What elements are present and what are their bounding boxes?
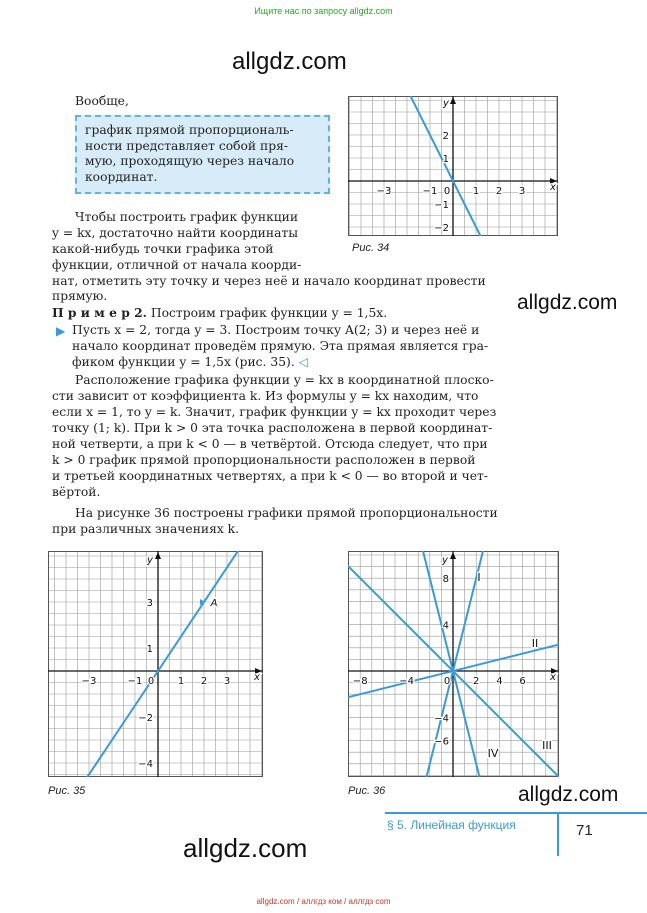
y-tick-label: 4 <box>442 620 449 632</box>
top-search-note: Ищите нас по запросу allgdz.com <box>254 6 393 16</box>
watermark-lower-right: allgdz.com <box>518 783 619 806</box>
page-number: 71 <box>576 822 593 839</box>
rule-line: мую, проходящую через начало <box>85 154 295 168</box>
example-title: П р и м е р 2. <box>52 305 147 320</box>
rule-line: график прямой пропорциональ- <box>85 123 294 137</box>
footer-section: § 5. Линейная функция <box>387 818 516 832</box>
watermark-top: allgdz.com <box>232 48 347 75</box>
solution-start-icon: ▶ <box>56 324 66 338</box>
para2-line: и третьей координатных четвертях, а при k < 0 — во второй и чет- <box>52 469 488 483</box>
x-tick-label: 1 <box>472 186 480 197</box>
line-label-II: II <box>531 637 539 650</box>
intro-text: Вообще, <box>75 94 129 108</box>
y-axis-label: y <box>442 555 448 566</box>
x-tick-label: 0 <box>443 676 451 687</box>
y-tick-label: 1 <box>146 644 153 655</box>
x-tick-label: 4 <box>496 676 503 687</box>
x-axis-label: x <box>254 672 260 683</box>
x-tick-label: −8 <box>352 676 368 687</box>
para2-line: если x = 1, то y = k. Значит, график функции y = kx проходит через <box>52 405 497 419</box>
y-axis-label: y <box>443 98 449 109</box>
x-tick-label: −1 <box>127 676 143 687</box>
example-text: Построим график функции y = 1,5x. <box>150 306 388 320</box>
y-tick-label: 8 <box>442 574 449 586</box>
para1-line: нат, отметить эту точку и через неё и начало координат провести <box>52 274 486 288</box>
para2-line: k > 0 график прямой пропорциональности расположен в первой <box>52 453 476 467</box>
x-tick-label: 3 <box>518 186 526 197</box>
y-tick-label: 2 <box>442 131 449 142</box>
figure-34-caption: Рис. 34 <box>352 242 390 254</box>
figure-36-chart <box>348 551 559 777</box>
figure-35-caption: Рис. 35 <box>48 785 86 797</box>
para3-line: На рисунке 36 построены графики прямой пропорциональности <box>75 506 498 520</box>
plot-lines <box>48 551 263 777</box>
figure-36-caption: Рис. 36 <box>348 785 386 797</box>
para2-line: сти зависит от коэффициента k. Из формулы y = kx находим, что <box>52 389 479 403</box>
watermark-bottom: allgdz.com <box>183 833 308 863</box>
rule-line: ности представляет собой пря- <box>85 138 288 153</box>
x-tick-label: 0 <box>147 676 155 687</box>
x-tick-label: 2 <box>200 676 208 687</box>
line-label-III: III <box>542 739 552 752</box>
y-axis-arrow <box>450 552 456 559</box>
para3-line: при различных значениях k. <box>52 522 240 536</box>
y-tick-label: 3 <box>146 598 153 609</box>
chart-frame <box>49 552 263 777</box>
para2-line: точку (1; k). При k > 0 эта точка расположена в первой координат- <box>52 421 493 435</box>
y-tick-label: −4 <box>138 759 153 770</box>
x-tick-label: −3 <box>376 186 392 197</box>
para1-line: y = kx, достаточно найти координаты <box>52 226 298 240</box>
figure-34-chart <box>348 96 558 236</box>
y-tick-label: −2 <box>138 713 153 724</box>
para1-line: Чтобы построить график функции <box>75 210 299 224</box>
para2-line: Расположение графика функции y = kx в координатной плоско- <box>75 373 494 387</box>
y-tick-label: −6 <box>434 736 449 748</box>
solution-line: Пусть x = 2, тогда y = 3. Построим точку A(2; 3) и через неё и <box>72 323 480 337</box>
y-axis-label: y <box>147 555 153 566</box>
x-tick-label: −4 <box>399 676 414 687</box>
rule-line: координат. <box>85 169 158 184</box>
x-tick-label: 1 <box>177 676 185 687</box>
x-tick-label: 6 <box>519 676 526 687</box>
page-box-border <box>557 812 559 856</box>
x-tick-label: −1 <box>422 186 438 197</box>
y-tick-label: −1 <box>434 200 449 211</box>
footer-rule <box>385 812 647 814</box>
y-tick-label: −2 <box>434 223 449 234</box>
x-tick-label: 3 <box>223 676 231 687</box>
para1-line: какой-нибудь точки графика этой <box>52 242 274 256</box>
y-tick-label: −4 <box>434 713 449 725</box>
para2-line: вёртой. <box>52 485 101 499</box>
solution-end-icon: ◁ <box>298 355 309 369</box>
rule-box <box>75 115 330 194</box>
line-label-IV: IV <box>487 747 499 760</box>
line-label-I: I <box>477 571 481 584</box>
bottom-note: allgdz.com / аллгдз ком / аллгдз com <box>256 897 391 906</box>
figure-35-chart <box>48 551 263 777</box>
point-a-label: A <box>210 598 218 609</box>
x-tick-label: 0 <box>443 186 451 197</box>
x-axis-label: x <box>550 672 556 683</box>
solution-line: начало координат проведём прямую. Эта прямая является гра- <box>72 339 489 353</box>
solution-line: фиком функции y = 1,5x (рис. 35). <box>72 355 295 369</box>
para1-line: прямую. <box>52 289 108 303</box>
para1-line: функции, отличной от начала коорди- <box>52 258 302 272</box>
x-tick-label: 2 <box>473 676 480 687</box>
y-tick-label: 1 <box>442 154 449 165</box>
y-axis-arrow <box>155 552 161 559</box>
watermark-right: allgdz.com <box>517 291 618 314</box>
x-tick-label: 2 <box>495 186 503 197</box>
graph-line <box>48 551 263 777</box>
x-axis-label: x <box>550 182 556 193</box>
x-tick-label: −3 <box>81 676 97 687</box>
para2-line: ной четверти, а при k < 0 — в четвёртой. Отсюда следует, что при <box>52 437 488 451</box>
